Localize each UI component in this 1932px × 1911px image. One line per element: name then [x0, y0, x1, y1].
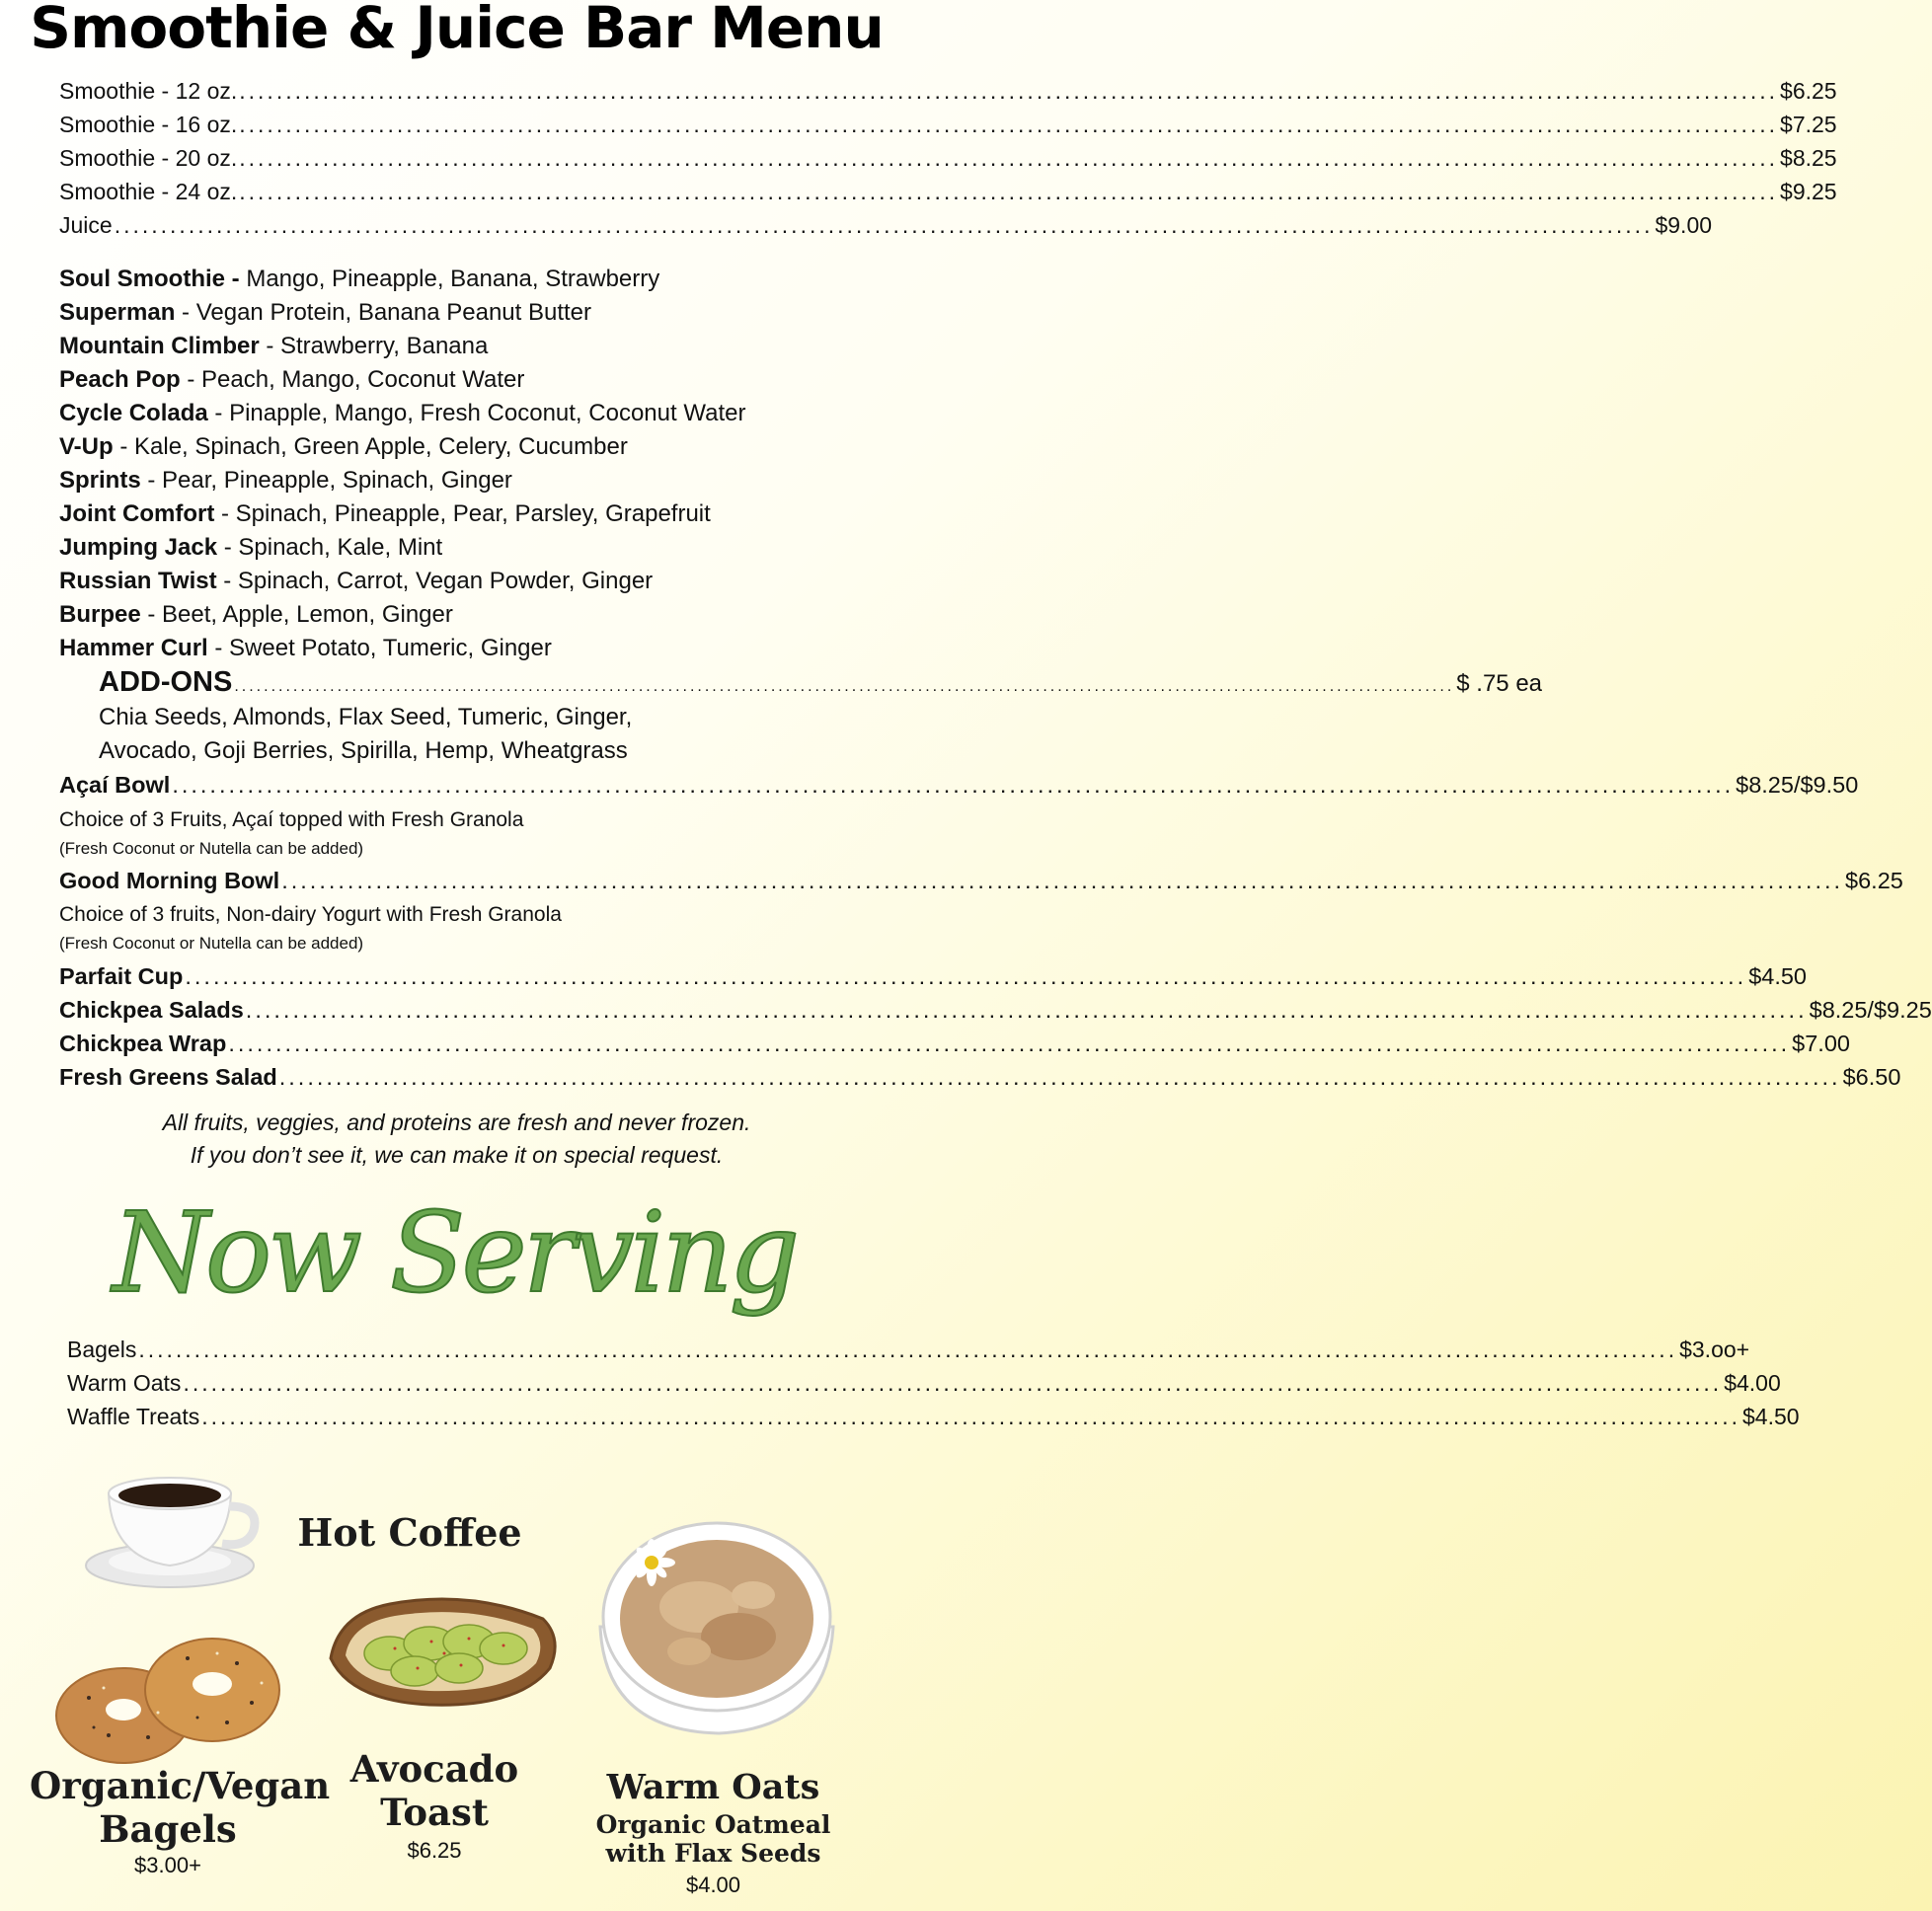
smoothie-item: [59, 430, 628, 464]
item-name: Smoothie - 24 oz.: [59, 179, 238, 204]
item-price: $8.25/$9.25: [1809, 997, 1932, 1023]
menu-row: [59, 993, 1932, 1027]
smoothie-name: V-Up: [59, 433, 114, 460]
smoothie-ingredients: Mango, Pineapple, Banana, Strawberry: [239, 266, 660, 292]
item-name: Parfait Cup: [59, 963, 184, 989]
item-name: Smoothie - 12 oz.: [59, 78, 238, 104]
special-request-note: If you don’t see it, we can make it on special request.: [190, 1142, 724, 1168]
item-price: $9.25: [1780, 179, 1837, 204]
smoothie-item: [59, 330, 488, 363]
smoothie-name: Hammer Curl: [59, 635, 208, 661]
smoothie-name: Jumping Jack: [59, 534, 218, 561]
toast-title-line2: Toast: [380, 1791, 489, 1834]
item-note: (Fresh Coconut or Nutella can be added): [59, 839, 364, 858]
oats-subtitle-line2: with Flax Seeds: [605, 1839, 821, 1868]
bagels-image: [49, 1619, 286, 1772]
smoothie-item: [59, 263, 659, 296]
menu-row: [67, 1400, 1800, 1433]
smoothie-item: [59, 632, 552, 665]
bagels-price: $3.00+: [134, 1853, 201, 1877]
menu-row: [59, 208, 1713, 242]
item-name: Warm Oats: [67, 1370, 182, 1396]
item-note: (Fresh Coconut or Nutella can be added): [59, 934, 364, 953]
oats-title: Warm Oats: [606, 1767, 820, 1807]
item-name: Juice: [59, 212, 113, 238]
item-name: Smoothie - 20 oz.: [59, 145, 238, 171]
item-price: $6.25: [1780, 78, 1837, 104]
menu-row: [59, 1027, 1850, 1060]
smoothie-item: [59, 296, 591, 330]
smoothie-ingredients: - Vegan Protein, Banana Peanut Butter: [175, 299, 592, 326]
item-price: $9.00: [1655, 212, 1713, 238]
item-price: $8.25/$9.50: [1736, 772, 1859, 798]
smoothie-ingredients: - Peach, Mango, Coconut Water: [180, 366, 525, 393]
smoothie-name: Joint Comfort: [59, 500, 215, 527]
smoothie-ingredients: - Spinach, Carrot, Vegan Powder, Ginger: [216, 568, 654, 594]
oats-price: $4.00: [685, 1873, 741, 1897]
item-price: $4.50: [1748, 963, 1807, 989]
item-price: $6.50: [1842, 1064, 1901, 1090]
coffee-cup-image: [74, 1449, 267, 1597]
addons-list: Avocado, Goji Berries, Spirilla, Hemp, Wheatgrass: [99, 737, 628, 764]
item-price: $8.25: [1780, 145, 1837, 171]
smoothie-name: Superman: [59, 299, 176, 326]
item-description: Choice of 3 fruits, Non-dairy Yogurt with Fresh Granola: [59, 903, 562, 926]
smoothie-ingredients: - Spinach, Pineapple, Pear, Parsley, Grapefruit: [214, 500, 711, 527]
item-name: Good Morning Bowl: [59, 868, 280, 893]
smoothie-ingredients: - Kale, Spinach, Green Apple, Celery, Cucumber: [113, 433, 628, 460]
smoothie-name: Russian Twist: [59, 568, 217, 594]
smoothie-name: Mountain Climber: [59, 333, 260, 359]
smoothie-item: [59, 464, 512, 497]
addons-row: [99, 664, 1543, 700]
smoothie-ingredients: - Strawberry, Banana: [259, 333, 489, 359]
menu-row: [59, 108, 1837, 141]
smoothie-ingredients: - Spinach, Kale, Mint: [217, 534, 443, 561]
smoothie-name: Peach Pop: [59, 366, 181, 393]
smoothie-item: [59, 363, 524, 397]
addons-list: Chia Seeds, Almonds, Flax Seed, Tumeric, Ginger,: [99, 704, 633, 730]
smoothie-ingredients: - Pinapple, Mango, Fresh Coconut, Coconut Water: [207, 400, 746, 426]
item-description: Choice of 3 Fruits, Açaí topped with Fresh Granola: [59, 808, 524, 831]
item-name: Waffle Treats: [67, 1404, 200, 1429]
item-price: $4.50: [1741, 1404, 1800, 1429]
item-name: Fresh Greens Salad: [59, 1064, 277, 1090]
smoothie-item: [59, 497, 711, 531]
menu-row: [59, 1060, 1901, 1094]
item-price: $6.25: [1845, 868, 1903, 893]
menu-row: [67, 1333, 1750, 1366]
toast-price: $6.25: [407, 1838, 462, 1863]
avocado-toast-image: [321, 1584, 563, 1718]
item-price: $4.00: [1724, 1370, 1781, 1396]
menu-row: [59, 864, 1903, 897]
hot-coffee-label: Hot Coffee: [297, 1510, 522, 1555]
bagels-title-line1: Organic/Vegan: [30, 1764, 331, 1807]
smoothie-item: [59, 565, 653, 598]
menu-row: [59, 768, 1859, 802]
menu-row: [59, 959, 1807, 993]
item-price: $3.oo+: [1679, 1337, 1750, 1362]
item-name: Bagels: [67, 1337, 137, 1362]
item-price: $7.25: [1780, 112, 1837, 137]
menu-row: [59, 141, 1837, 175]
item-price: $7.00: [1792, 1031, 1850, 1056]
smoothie-ingredients: - Sweet Potato, Tumeric, Ginger: [207, 635, 552, 661]
now-serving-heading: [112, 1175, 797, 1328]
menu-title: Smoothie & Juice Bar Menu: [30, 0, 884, 61]
freshness-note: All fruits, veggies, and proteins are fresh and never frozen.: [162, 1109, 751, 1135]
toast-title-line1: Avocado: [349, 1747, 519, 1791]
oats-subtitle-line1: Organic Oatmeal: [595, 1810, 831, 1839]
menu-row: [59, 74, 1837, 108]
smoothie-item: [59, 598, 453, 632]
oatmeal-bowl-image: [590, 1518, 839, 1743]
item-name: Chickpea Wrap: [59, 1031, 227, 1056]
smoothie-ingredients: - Pear, Pineapple, Spinach, Ginger: [140, 467, 512, 494]
addons-label: ADD-ONS: [99, 666, 233, 698]
addons-price: $ .75 ea: [1456, 670, 1543, 697]
smoothie-name: Cycle Colada: [59, 400, 208, 426]
now-serving-text: Now Serving: [112, 1189, 797, 1318]
smoothie-item: [59, 397, 745, 430]
smoothie-ingredients: - Beet, Apple, Lemon, Ginger: [140, 601, 453, 628]
smoothie-item: [59, 531, 442, 565]
item-name: Chickpea Salads: [59, 997, 244, 1023]
smoothie-name: Sprints: [59, 467, 141, 494]
item-name: Smoothie - 16 oz.: [59, 112, 238, 137]
menu-row: [59, 175, 1837, 208]
bagels-title-line2: Bagels: [99, 1807, 237, 1851]
smoothie-name: Burpee: [59, 601, 141, 628]
smoothie-name: Soul Smoothie -: [59, 266, 240, 292]
menu-row: [67, 1366, 1781, 1400]
item-name: Açaí Bowl: [59, 772, 171, 798]
